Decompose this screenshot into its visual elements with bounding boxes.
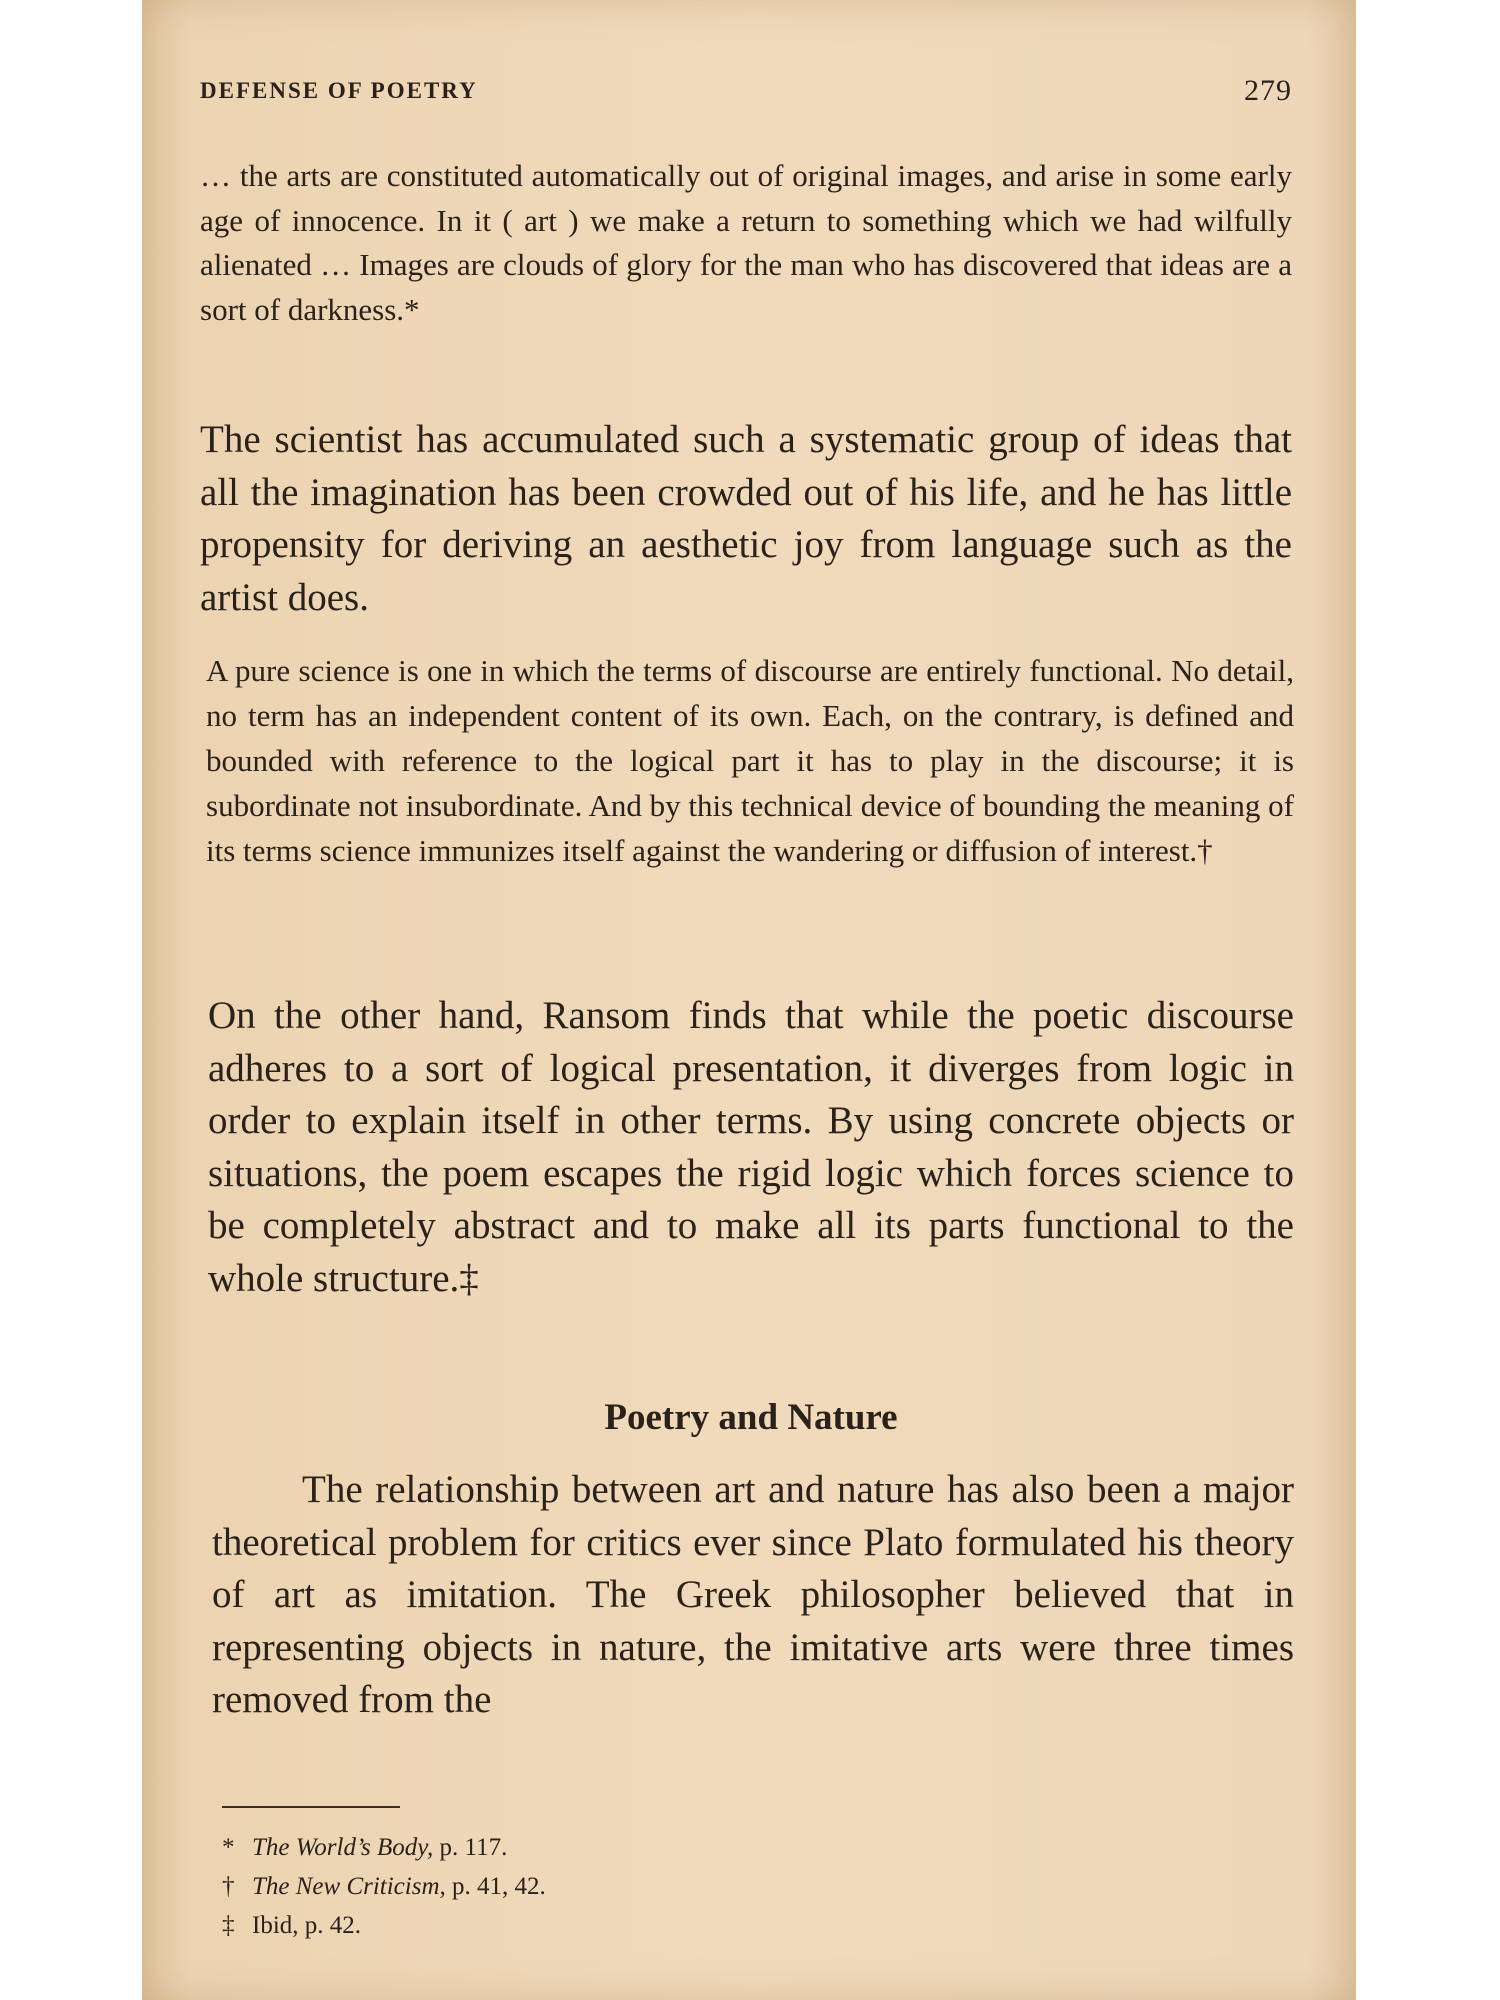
running-head-title: DEFENSE OF POETRY (200, 78, 478, 103)
footnote-reference: p. 41, 42. (452, 1873, 546, 1900)
footnote-reference: Ibid, p. 42. (252, 1912, 362, 1939)
footnote (222, 1828, 922, 1867)
footnotes (222, 1828, 922, 1945)
block-quote-pure-science: A pure science is one in which the terms of discourse are entirely functional. No detail, no term has an independent content of its own. Each, on the contrary, is defined and bounded with reference to the logical part it has to play in the discourse; it is subordinate not insubordinate. And by this technical device of bounding the meaning of its terms science immunizes itself against the wandering or diffusion of interest.† (206, 653, 1294, 868)
footnote-mark: ‡ (222, 1912, 235, 1939)
footnote-divider (222, 1806, 400, 1808)
block-quote-ransom-worlds-body: … the arts are constituted automatically out of original images, and arise in some early age of innocence. In it ( art ) we make a return to something which we had wilfully alienated … Images are clouds of glory for the man who has discovered that ideas are a sort of darkness.* (200, 158, 1292, 327)
paragraph-scientist: The scientist has accumulated such a systematic group of ideas that all the imagination has been crowded out of his life, and he has little propensity for deriving an aesthetic joy from language such as the artist does. (200, 418, 1292, 619)
footnote-title: The New Criticism, (252, 1873, 446, 1900)
footnote-reference: p. 117. (439, 1834, 508, 1861)
running-head (200, 74, 1292, 114)
section-heading: Poetry and Nature (604, 1397, 898, 1438)
book-page (142, 0, 1356, 2000)
paragraph-poetic-discourse: On the other hand, Ransom finds that while the poetic discourse adheres to a sort of logical presentation, it diverges from logic in order to explain itself in other terms. By using concrete objects or situations, the poem escapes the rigid logic which forces science to be completely abstract and to make all its parts functional to the whole structure.‡ (208, 994, 1294, 1300)
footnote-mark: * (222, 1834, 235, 1861)
footnote-title: The World’s Body, (252, 1834, 434, 1861)
page-number: 279 (1244, 74, 1292, 107)
footnote-mark: † (222, 1873, 235, 1900)
footnote (222, 1906, 922, 1945)
footnote (222, 1867, 922, 1906)
paragraph-art-and-nature: The relationship between art and nature has also been a major theoretical problem for critics ever since Plato formulated his theory of art as imitation. The Greek philosopher believed that in representing objects in nature, the imitative arts were three times removed from the (212, 1468, 1294, 1721)
